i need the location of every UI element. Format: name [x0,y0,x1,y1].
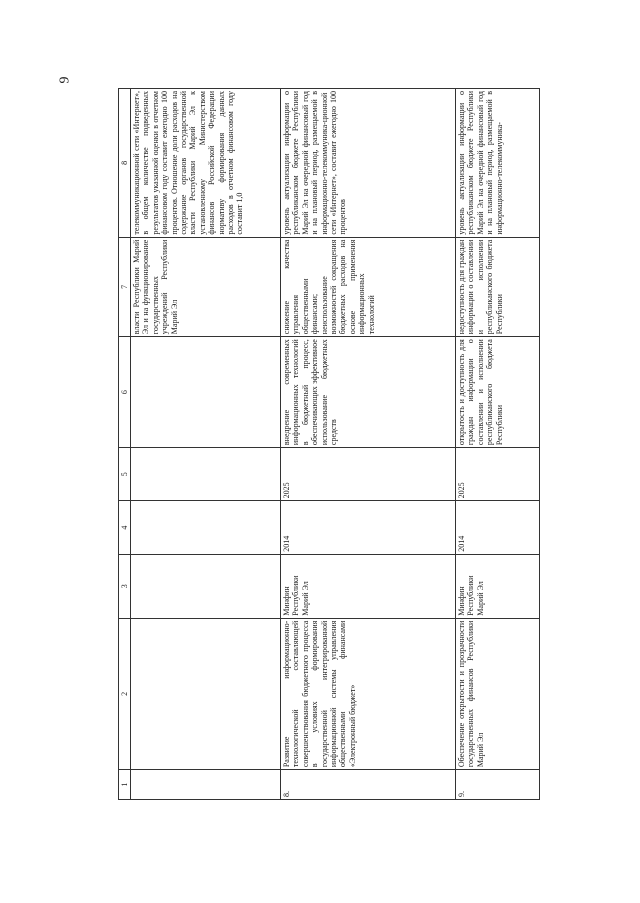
measure-name: Развитие информационно-технологической составляющей совершенствования бюджетного процесса в условиях формирования государственной интегрированной информационной системы управления общественными финансами «Электронный бюджет» [281,618,456,769]
start-year: 2014 [281,501,456,554]
empty-cell [131,501,281,554]
program-measures-table [118,88,540,800]
row-number: 8. [281,770,456,800]
consequence-cell: недоступность для граждан информации о составлении и исполнении республиканского бюджета Республики [456,237,540,337]
header-cell: 7 [119,237,131,337]
header-cell: 3 [119,554,131,618]
empty-cell [131,770,281,800]
empty-cell [131,448,281,501]
consequence-cell: снижение качества управления общественными финансами; неиспользование возможностей сокращения бюджетных расходов на основе применения информационных технологий [281,237,456,337]
consequence-cell: власти Республики Марий Эл и на функционирование государственных учреждений Республики Марий Эл [131,237,281,337]
header-cell: 2 [119,618,131,769]
result-cell: открытость и доступность для граждан информации о составлении и исполнении республиканского бюджета Республики [456,337,540,448]
start-year: 2014 [456,501,540,554]
indicator-cell: уровень актуализации информации о республиканском бюджете Республики Марий Эл на очередной финансовый год и на плановый период, размещаемой в информационно-телекоммуника- [456,89,540,238]
measure-name: Обеспечение открытости и прозрачности государственных финансов Республики Марий Эл [456,618,540,769]
indicator-cell: телекоммуникационной сети «Интернет», в общем количестве подведенных результатов указанной оценки в отчетном финансовом году составит ежегодно 100 процентов. Отношение доли расходов на содержание органов государственной власти Республики Марий Эл к установленному Министерством финансов Российской Федерации нормативу формирования данных расходов в отчетном финансовом году составит 1,0 [131,89,281,238]
empty-cell [131,618,281,769]
table-row [456,89,540,800]
row-number: 9. [456,770,540,800]
end-year: 2025 [456,448,540,501]
header-cell: 6 [119,337,131,448]
header-cell: 1 [119,770,131,800]
empty-cell [131,337,281,448]
page-number: 9 [57,76,73,84]
rotated-page [118,88,540,800]
header-cell: 5 [119,448,131,501]
header-row [119,89,131,800]
end-year: 2025 [281,448,456,501]
indicator-cell: уровень актуализации информации о республиканском бюджете Республики Марий Эл на очередной финансовый год и на плановый период, размещаемой в информационно-телекоммуника-ционной сети «Интернет», составит ежегодно 100 процентов [281,89,456,238]
continuation-row [131,89,281,800]
executor-cell: Минфин Республики Марий Эл [456,554,540,618]
header-cell: 8 [119,89,131,238]
empty-cell [131,554,281,618]
header-cell: 4 [119,501,131,554]
result-cell: внедрение современных информационных технологий в бюджетный процесс, обеспечивающих эффективное использование бюджетных средств [281,337,456,448]
table-row [281,89,456,800]
executor-cell: Минфин Республики Марий Эл [281,554,456,618]
